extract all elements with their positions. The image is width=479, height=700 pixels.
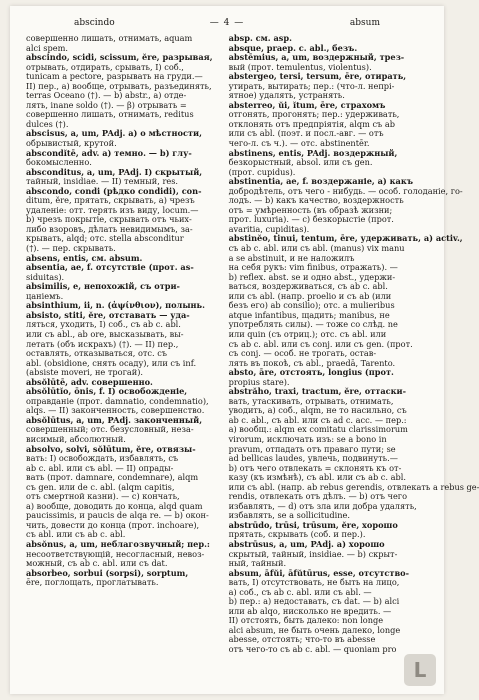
- entry-text-line: летать (объ искрахъ) (†). — II) пер.,: [26, 338, 179, 349]
- entry-headword-line: abstrūsus, a, um, PAdj. a) хорошо: [228, 538, 385, 549]
- entry-headword-line: absentia, ae, f. отсутствіе (прот. as-: [26, 262, 194, 273]
- entry-headword-line: abstēmius, a, um, воздержный, трез-: [228, 52, 405, 63]
- entry-text-line: совершенный; отс. безусловный, неза-: [26, 424, 194, 435]
- entry-text-line: rendis, отвлекать отъ дѣлъ. — b) отъ чего: [228, 491, 408, 502]
- entry-headword-line: absum, āfŭi, āfŭtūrus, esse, отсутство-: [228, 567, 409, 578]
- entry-text-line: обрывистый, крутой.: [26, 138, 117, 149]
- entry-text-line: а) вообщ.: alqm ex comitatu clarissimorum: [228, 424, 408, 435]
- entry-text-line: atque infantibus, щадить; manibus, не: [228, 309, 390, 320]
- entry-text-line: безкорыстный, absol. или съ gen.: [228, 157, 373, 168]
- entry-text-line: terras Oceano (†). — b) abstr., a) отде-: [26, 90, 187, 101]
- entry-headword-line: absterreo, ŭi, ĭtum, ēre, страхомъ: [228, 99, 386, 110]
- entry-text-line: abl. (obsidione, снять осаду), или съ inf.: [26, 357, 197, 368]
- entry-text-line: тайный, insidiae. — II) темный, res.: [26, 176, 179, 187]
- entry-headword-line: absolvo, solvi, sŏlūtum, ĕre, отвязы-: [26, 443, 196, 454]
- entry-text-line: употреблять силы). — тоже со слѣд. ne: [228, 319, 398, 330]
- entry-text-line: ятное) удалять, устранять.: [228, 90, 345, 101]
- entry-text-line: a se abstinuit, и не наложилъ: [228, 252, 355, 263]
- entry-text-line: paucissimis, и paucis de alqa re. — b) окон-: [26, 510, 209, 521]
- header-first-word: abscindo: [74, 18, 115, 28]
- entry-text-line: ab c. abl., съ abl. или съ ad c. acc. — пер.:: [228, 414, 407, 425]
- entry-text-line: вый (прот. temulentus, violentus).: [228, 61, 372, 72]
- entry-text-line: совершенно лишать, отнимать, reditus: [26, 109, 194, 120]
- entry-text-line: съ abl. или съ ab c. abl.: [26, 529, 126, 540]
- entry-headword-line: abstergeo, tersi, tersum, ēre, отирать,: [228, 71, 407, 82]
- entry-text-line: несоответствующій, несогласный, невоз-: [26, 548, 205, 559]
- entry-headword-line: absorbeo, sorbui (sorpsi), sorptum,: [26, 567, 189, 578]
- text-columns: [26, 33, 479, 684]
- entry-text-line: вать, I) отсутствовать, не быть на лицо,: [228, 577, 400, 588]
- entry-text-line: вать (прот. damnare, condemnare), alqm: [26, 472, 199, 483]
- entry-headword-line: absimilis, e, непохожій, съ отри-: [26, 281, 180, 292]
- entry-headword-line: abstinentia, ae, f. воздержаніе, а) какъ: [228, 176, 414, 187]
- entry-text-line: цаніемъ.: [26, 290, 64, 301]
- entry-text-line: ad bellicas laudes, увлечь, подвинуть.—: [228, 453, 398, 464]
- entry-text-line: избавлять, se a sollicitudine.: [228, 510, 350, 521]
- entry-text-line: вать, утаскивать, отрывать, отнимать,: [228, 395, 394, 406]
- entry-headword-line: absŏnus, a, um, неблагозвучный; пер.:: [26, 538, 210, 549]
- entry-text-line: добродѣтель, отъ чего - нибудь. — особ. голоданіе, го-: [228, 185, 463, 196]
- entry-text-line: b) пер.: а) недоставать, съ dat. — b) alci: [228, 596, 400, 607]
- entry-text-line: II) отстоять, быть далеко: non longe: [228, 615, 384, 626]
- entry-headword-line: absque, praep. c. abl., безъ.: [228, 42, 358, 53]
- entry-headword-line: absŏlūtē, adv. совершенно.: [26, 376, 153, 387]
- entry-headword-line: absisto, stiti, ĕre, отставать — уда-: [26, 309, 190, 320]
- entry-text-line: a) вообще, доводить до конца, alqd quam: [26, 500, 203, 511]
- entry-text-line: отрывать, отдирать, срывать, I) соб.,: [26, 61, 184, 72]
- entry-text-line: (absiste moveri, не трогай).: [26, 367, 144, 378]
- entry-headword-line: abscondĭtē, adv. a) темно. — b) глу-: [26, 147, 192, 158]
- entry-text-line: можный, съ ab c. abl. или съ dat.: [26, 558, 168, 569]
- entry-text-line: a) соб., съ ab c. abl. или съ abl. —: [228, 586, 372, 597]
- entry-text-line: dulces (†).: [26, 118, 69, 129]
- entry-text-line: alci absum, не быть очень далеко, longe: [228, 624, 401, 635]
- entry-text-line: съ ab c. abl. или съ conj. или съ gen. (прот.: [228, 338, 413, 349]
- entry-text-line: ditum, ĕre, прятать, скрывать, a) чрезъ: [26, 195, 195, 206]
- entry-text-line: совершенно лишать, отнимать, aquam: [26, 33, 193, 43]
- entry-headword-line: absinthium, ii, n. (ἀψίνθιον), полынь.: [26, 300, 205, 311]
- entry-text-line: лять въ покоѣ, съ abl., praedā, Tarento.: [228, 357, 396, 368]
- entry-text-line: или quin (съ отриц.); отс. съ abl. или: [228, 328, 387, 339]
- entry-headword-line: absŏlūtĭo, ōnis, f. I) освобожденіе,: [26, 386, 188, 397]
- entry-text-line: alqs. — II) законченность, совершенство.: [26, 405, 205, 416]
- entry-text-line: лять, inane soldo (†). — β) отрывать =: [26, 99, 187, 110]
- entry-text-line: отъ = умѣренность (въ образѣ жизни;: [228, 204, 393, 215]
- entry-text-line: оправданіе (прот. damnatio, condemnatio),: [26, 395, 209, 406]
- entry-text-line: оставлять, отказываться, отс. съ: [26, 348, 168, 359]
- entry-text-line: утирать, вытирать; пер.: (что-л. непрі-: [228, 80, 395, 91]
- entry-text-line: ēre, поглощать, проглатывать.: [26, 577, 159, 588]
- entry-text-line: чего-л. съ ч.). — отс. abstinentēr.: [228, 138, 370, 149]
- entry-text-line: pravum, отпадать отъ праваго пути; se: [228, 443, 396, 454]
- entry-text-line: прот. luxuria). — c) безкорыстіе (прот.: [228, 214, 394, 225]
- right-column: [229, 34, 479, 684]
- entry-text-line: (прот. cupidus).: [228, 166, 296, 177]
- page-number: — 4 —: [209, 18, 245, 28]
- entry-text-line: вать: I) освобождать, избавлять, съ: [26, 453, 179, 464]
- entry-text-line: (†). — пер. скрывать.: [26, 243, 116, 254]
- entry-text-line: или съ abl. (напр. ab rebus gerendis, отвлекать a rebus ge-: [228, 481, 479, 492]
- entry-text-line: избавлять, — d) отъ зла или добра удалять,: [228, 500, 417, 511]
- entry-text-line: казу (къ измѣнѣ), съ abl. или съ ab c. abl.: [228, 472, 406, 483]
- entry-text-line: ab c. abl. или съ abl. — II) опрады-: [26, 462, 174, 473]
- entry-headword-line: absp. см. asp.: [228, 33, 292, 43]
- entry-text-line: siduitas).: [26, 271, 65, 282]
- entry-text-line: alci spem.: [26, 42, 68, 53]
- entry-text-line: лодъ. — b) какъ качество, воздержность: [228, 195, 404, 206]
- entry-text-line: II) пер., а) вообще, отрывать, разъединять,: [26, 80, 212, 91]
- entry-text-line: съ gen. или de c. abl. (alqm capitis,: [26, 481, 175, 492]
- header-last-word: absum: [349, 18, 380, 28]
- entry-text-line: tunicam a pectore, разрывать на груди.—: [26, 71, 203, 82]
- entry-headword-line: abscindo, scidi, scissum, ĕre, разрывая,: [26, 52, 213, 63]
- watermark-letter: L: [413, 658, 427, 682]
- entry-text-line: b) отъ чего отвлекать = склонять къ от-: [228, 462, 402, 473]
- entry-text-line: ляться, уходить, I) соб., съ ab c. abl.: [26, 319, 181, 330]
- entry-headword-line: abstrūdo, trūsi, trūsum, ĕre, хорошо: [228, 519, 398, 530]
- entry-text-line: скрытый, тайный, insidiae. — b) скрыт-: [228, 548, 398, 559]
- entry-text-line: висимый, абсолютный.: [26, 433, 126, 444]
- entry-text-line: или ab alqo, нисколько не вредить. —: [228, 605, 392, 616]
- page-header: [28, 18, 426, 32]
- entry-text-line: чить, довести до конца (прот. inchoare),: [26, 519, 200, 530]
- watermark-logo: [404, 654, 436, 686]
- entry-text-line: b) reflex. abst. se и одно abst., удержи-: [228, 271, 396, 282]
- entry-text-line: безъ его) ab consilio); отс. a mulieribus: [228, 300, 395, 311]
- entry-text-line: ный, тайный.: [228, 558, 287, 569]
- entry-text-line: съ conj. — особ. не трогать, остав-: [228, 348, 377, 359]
- entry-text-line: avaritia, cupiditas).: [228, 223, 310, 234]
- entry-text-line: съ ab c. abl. или съ abl. (manus) vix manu: [228, 243, 405, 254]
- entry-text-line: отклонять отъ предпріятія, alqm съ ab: [228, 118, 395, 129]
- entry-headword-line: abstrăho, traxi, tractum, ĕre, оттаски-: [228, 386, 407, 397]
- entry-headword-line: abstinĕo, tinui, tentum, ēre, удерживать, а) activ.,: [228, 233, 463, 244]
- entry-text-line: или съ abl. (поэт. и посл.-авг. — отъ: [228, 128, 384, 139]
- entry-text-line: на себя рукъ: vim finibus, отражать). —: [228, 262, 398, 273]
- entry-text-line: или съ abl. (напр. proelio и съ ab (или: [228, 290, 392, 301]
- dictionary-page: [10, 6, 479, 694]
- entry-text-line: бокомысленно.: [26, 157, 92, 168]
- entry-text-line: удаленіе: отт. терять изъ виду, locum.—: [26, 204, 199, 215]
- entry-text-line: отгонять, прогонять; пер.: удерживать,: [228, 109, 400, 120]
- entry-headword-line: abstinens, entis, PAdj. воздержный,: [228, 147, 398, 158]
- entry-headword-line: abscondo, condi (рѣдко condidi), con-: [26, 185, 202, 196]
- entry-text-line: virorum, исключать изъ: se a bono in: [228, 433, 387, 444]
- entry-text-line: отъ смертной казни). — c) кончать,: [26, 491, 180, 502]
- entry-headword-line: absens, entis, см. absum.: [26, 252, 143, 263]
- entry-headword-line: absconditus, a, um, PAdj. I) скрытый,: [26, 166, 203, 177]
- entry-text-line: крывать, alqd; отс. stella absconditur: [26, 233, 184, 244]
- left-column: [26, 34, 213, 684]
- entry-headword-line: abscisus, a, um, PAdj. a) о мѣстности,: [26, 128, 202, 139]
- entry-text-line: или съ abl., ab ore, высказывать, вы-: [26, 328, 184, 339]
- entry-text-line: прятать, скрывать (соб. и пер.).: [228, 529, 366, 540]
- entry-text-line: b) чрезъ покрытіе, скрывать отъ чьих-: [26, 214, 192, 225]
- entry-text-line: abesse, отстоять; что-то въ abesse: [228, 634, 376, 645]
- entry-headword-line: absŏlūtus, a, um, PAdj. законченный,: [26, 414, 203, 425]
- entry-text-line: propius stare).: [228, 376, 290, 387]
- entry-text-line: ваться, воздерживаться, съ ab c. abl.: [228, 281, 388, 292]
- entry-text-line: отъ чего-то съ ab c. abl. — quoniam pro: [228, 644, 397, 654]
- entry-text-line: уводить, a) соб., alqm, не то насильно, съ: [228, 405, 407, 416]
- entry-headword-line: absto, āre, отстоять, longius (прот.: [228, 367, 394, 378]
- entry-text-line: либо взоровъ, дѣлать невидимымъ, за-: [26, 223, 193, 234]
